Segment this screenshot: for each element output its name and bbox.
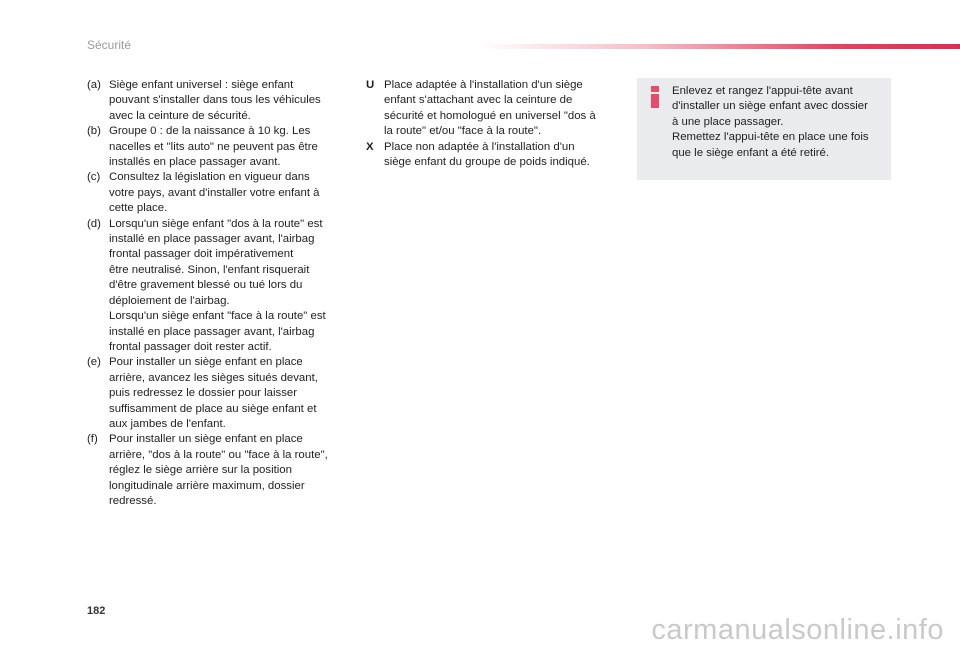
note-text: Pour installer un siège enfant en place arrière, avancez les sièges situés devant, puis redressez le dossier pour laisser suffisamment de place au siège enfant et aux jambes de l'enfant.	[109, 356, 318, 430]
header-accent-bar	[478, 44, 960, 49]
note-item	[87, 124, 355, 170]
section-title: Sécurité	[87, 38, 132, 52]
note-label: (e)	[87, 356, 101, 369]
note-label: (f)	[87, 433, 98, 446]
note-text: Siège enfant universel : siège enfant pouvant s'installer dans tous les véhicules avec la ceinture de sécurité.	[109, 79, 321, 122]
note-label: (b)	[87, 125, 101, 138]
note-item	[87, 78, 355, 124]
legend-text: Place non adaptée à l'installation d'un siège enfant du groupe de poids indiqué.	[384, 140, 590, 169]
info-icon	[648, 86, 662, 108]
legend-key: U	[366, 79, 375, 91]
note-item	[87, 432, 355, 509]
note-label: (d)	[87, 217, 101, 230]
note-item	[87, 355, 355, 432]
note-label: (a)	[87, 79, 101, 91]
notes-column	[87, 78, 355, 509]
info-box	[637, 78, 891, 180]
note-text: Lorsqu'un siège enfant "dos à la route" est installé en place passager avant, l'airbag frontal passager doit impérativement être neutralisé. Sinon, l'enfant risquerait d'être gravement blessé ou tué lors du déploiement de l'airbag. Lorsqu'un siège enfant "face à la route" est installé en place passager avant, l'airbag frontal passager doit rester actif.	[109, 217, 326, 353]
note-text: Groupe 0 : de la naissance à 10 kg. Les nacelles et "lits auto" ne peuvent pas être installés en place passager avant.	[109, 125, 318, 169]
note-text: Consultez la législation en vigueur dans votre pays, avant d'installer votre enfant à cette place.	[109, 171, 320, 215]
info-text: Enlevez et rangez l'appui-tête avant d'installer un siège enfant avec dossier à une place passager. Remettez l'appui-tête en place une fois que le siège enfant a été retiré.	[672, 85, 869, 159]
note-label: (c)	[87, 171, 101, 184]
legend-item	[366, 140, 616, 171]
watermark: carmanualsonline.info	[651, 614, 944, 646]
legend-column	[366, 78, 616, 170]
legend-item	[366, 78, 616, 140]
legend-key: X	[366, 140, 374, 153]
note-item	[87, 170, 355, 216]
page-number: 182	[87, 605, 106, 617]
note-text: Pour installer un siège enfant en place arrière, "dos à la route" ou "face à la route", réglez le siège arrière sur la position longitudinale arrière maximum, dossier redressé.	[109, 433, 328, 507]
legend-text: Place adaptée à l'installation d'un siège enfant s'attachant avec la ceinture de sécurité et homologué en universel "dos à la route" et/ou "face à la route".	[384, 79, 596, 138]
note-item	[87, 217, 355, 356]
